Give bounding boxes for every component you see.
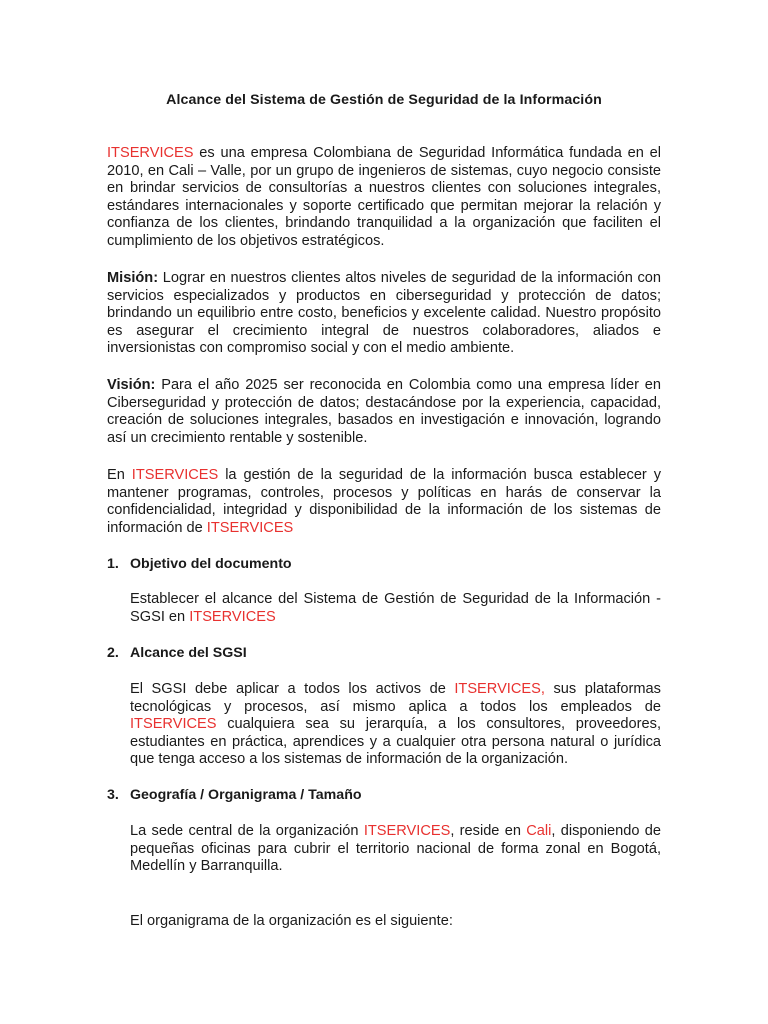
mision-label: Misión: — [107, 270, 159, 286]
geografia-text-2: , reside en — [450, 823, 527, 839]
section-number: 1. — [107, 556, 119, 572]
objetivo-text: Establecer el alcance del Sistema de Gestión de Seguridad de la Información - SGSI en — [130, 591, 661, 625]
company-name: ITSERVICES — [107, 145, 194, 161]
vision-text: Para el año 2025 ser reconocida en Colombia como una empresa líder en Ciberseguridad y protección de datos; destacándose por la experiencia, capacidad, creación de soluciones integrales, basados en investigación e innovación, logrando así un crecimiento rentable y sostenible. — [107, 377, 661, 446]
geografia-text-3: , disponiendo de pequeñas oficinas para cubrir el territorio nacional de forma zonal en Bogotá, Medellín y Barranquilla. — [130, 823, 662, 875]
section-heading-geografia — [107, 787, 362, 803]
gestion-prefix: En — [107, 467, 132, 483]
gestion-text: la gestión de la seguridad de la información busca establecer y mantener programas, controles, procesos y políticas en harás de conservar la confidencialidad, integridad y disponibilidad de la información de los sistemas de información de — [107, 467, 661, 536]
company-name: ITSERVICES — [189, 608, 276, 625]
organigrama-paragraph: El organigrama de la organización es el siguiente: — [130, 913, 453, 929]
section-title: Geografía / Organigrama / Tamaño — [130, 787, 362, 803]
section-number: 3. — [107, 787, 119, 803]
section-number: 2. — [107, 645, 119, 661]
city-name: Cali — [526, 823, 552, 839]
document-title: Alcance del Sistema de Gestión de Seguridad de la Información — [166, 92, 602, 108]
geografia-paragraph — [130, 823, 661, 876]
alcance-text-3: cualquiera sea su jerarquía, a los consultores, proveedores, estudiantes en práctica, aprendices y a cualquier otra persona natural o jurídica que tenga acceso a los sistemas de información de la organización. — [130, 716, 661, 768]
mision-text: Lograr en nuestros clientes altos niveles de seguridad de la información con servicios especializados y productos en ciberseguridad y protección de datos; brindando un equilibrio entre costo, beneficios y excelente calidad. Nuestro propósito es asegurar el crecimiento integral de nuestros colaboradores, aliados e inversionistas con compromiso social y con el medio ambiente. — [107, 270, 661, 357]
vision-label: Visión: — [107, 377, 156, 393]
company-name: ITSERVICES — [130, 716, 217, 733]
objetivo-paragraph — [130, 591, 661, 626]
geografia-text-1: La sede central de la organización — [130, 823, 364, 839]
section-heading-objetivo — [107, 556, 292, 572]
company-name: ITSERVICES — [131, 467, 219, 483]
section-title: Alcance del SGSI — [130, 645, 247, 661]
alcance-text-1: El SGSI debe aplicar a todos los activos de — [130, 681, 455, 697]
vision-paragraph — [107, 377, 661, 447]
company-name: ITSERVICES — [206, 519, 294, 536]
alcance-paragraph — [130, 681, 661, 769]
alcance-text-2: sus plataformas tecnológicas y procesos, así mismo aplica a todos los empleados de — [130, 681, 661, 715]
gestion-paragraph — [107, 467, 661, 537]
intro-text: es una empresa Colombiana de Seguridad Informática fundada en el 2010, en Cali – Valle, por un grupo de ingenieros de sistemas, cuyo negocio consiste en brindar servicios de consultorías a nuestros clientes con soluciones integrales, estándares internacionales y soporte certificado que permitan mejorar la relación y confianza de los clientes, brindando tranquilidad a la organización que faciliten el cumplimiento de los objetivos estratégicos. — [107, 145, 661, 249]
company-name: ITSERVICES, — [454, 681, 545, 697]
company-name: ITSERVICES — [363, 823, 451, 839]
section-title: Objetivo del documento — [130, 556, 292, 572]
mision-paragraph — [107, 270, 661, 358]
intro-paragraph — [107, 145, 661, 251]
section-heading-alcance — [107, 645, 247, 661]
